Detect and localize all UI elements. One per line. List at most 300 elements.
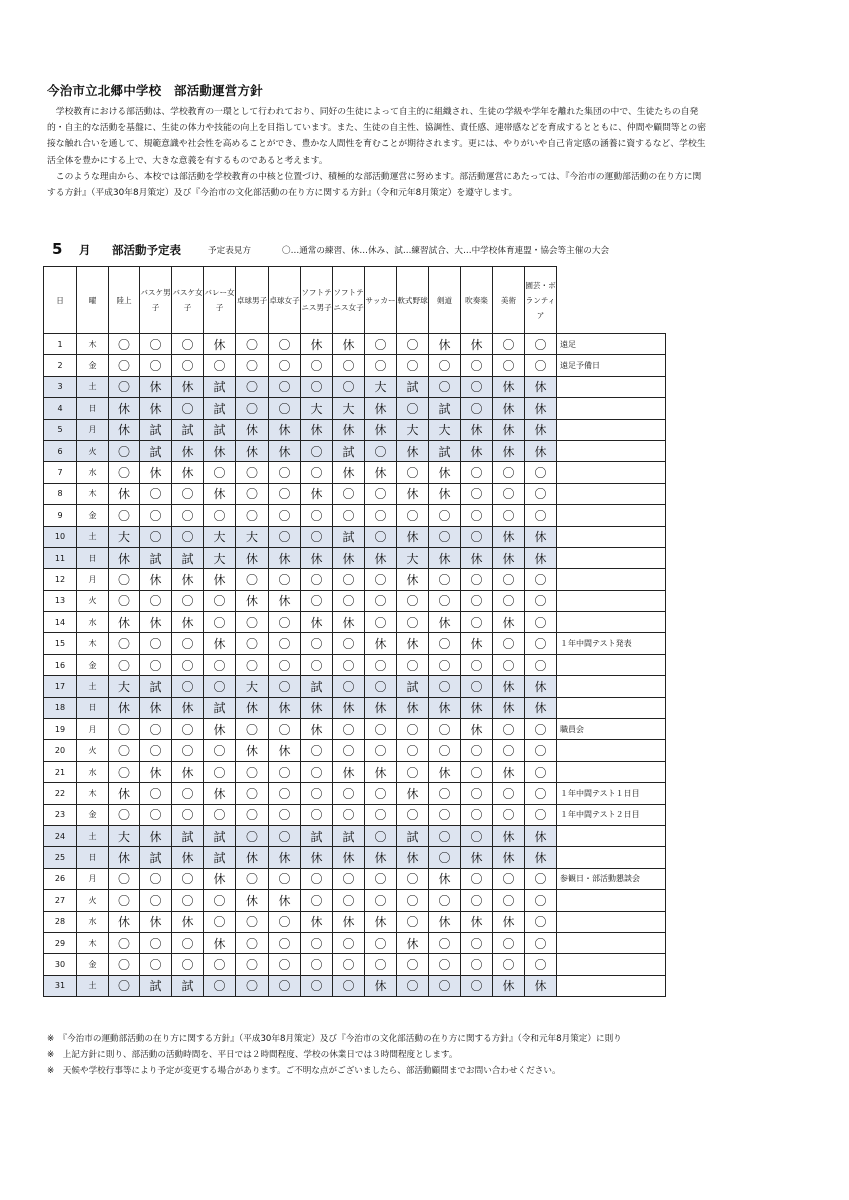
- status-cell: 〇: [204, 590, 236, 611]
- table-row: [44, 440, 666, 461]
- table-row: [44, 932, 666, 953]
- column-header: 卓球女子: [269, 267, 301, 334]
- status-cell: 休: [301, 847, 333, 868]
- status-cell: 〇: [109, 654, 140, 675]
- status-cell: 〇: [493, 633, 525, 654]
- status-cell: 大: [109, 676, 140, 697]
- status-cell: 〇: [461, 740, 493, 761]
- status-cell: 試: [140, 975, 172, 996]
- table-row: [44, 783, 666, 804]
- schedule-header: [52, 242, 752, 262]
- status-cell: 〇: [236, 376, 269, 397]
- status-cell: 試: [397, 825, 429, 846]
- status-cell: 休: [269, 890, 301, 911]
- status-cell: 〇: [269, 868, 301, 889]
- table-row: [44, 975, 666, 996]
- note-cell: [557, 761, 666, 782]
- status-cell: 〇: [397, 954, 429, 975]
- status-cell: 休: [333, 612, 365, 633]
- table-row: [44, 483, 666, 504]
- status-cell: 〇: [301, 761, 333, 782]
- status-cell: 休: [461, 719, 493, 740]
- status-cell: 〇: [301, 355, 333, 376]
- status-cell: 〇: [269, 804, 301, 825]
- table-row: [44, 697, 666, 718]
- day-cell: 3: [44, 376, 77, 397]
- day-cell: 1: [44, 334, 77, 355]
- table-row: [44, 868, 666, 889]
- status-cell: 休: [493, 975, 525, 996]
- status-cell: 休: [140, 697, 172, 718]
- status-cell: 〇: [397, 505, 429, 526]
- status-cell: 試: [172, 547, 204, 568]
- status-cell: 〇: [269, 932, 301, 953]
- status-cell: 休: [525, 825, 557, 846]
- status-cell: 〇: [429, 890, 461, 911]
- weekday-cell: 土: [77, 825, 109, 846]
- month-number: 5: [52, 240, 63, 258]
- status-cell: 休: [172, 376, 204, 397]
- status-cell: 〇: [365, 355, 397, 376]
- status-cell: 休: [461, 633, 493, 654]
- status-cell: 試: [140, 547, 172, 568]
- note-cell: [557, 932, 666, 953]
- status-cell: 〇: [365, 868, 397, 889]
- status-cell: 〇: [172, 526, 204, 547]
- status-cell: 〇: [109, 740, 140, 761]
- status-cell: 〇: [365, 569, 397, 590]
- status-cell: 休: [140, 569, 172, 590]
- status-cell: 休: [429, 547, 461, 568]
- status-cell: 〇: [429, 804, 461, 825]
- status-cell: 大: [204, 547, 236, 568]
- status-cell: 〇: [269, 376, 301, 397]
- table-row: [44, 547, 666, 568]
- status-cell: 大: [429, 419, 461, 440]
- status-cell: 休: [429, 911, 461, 932]
- status-cell: 〇: [429, 783, 461, 804]
- status-cell: 休: [525, 398, 557, 419]
- status-cell: 〇: [109, 890, 140, 911]
- status-cell: 〇: [333, 975, 365, 996]
- status-cell: 〇: [365, 676, 397, 697]
- status-cell: 〇: [461, 569, 493, 590]
- status-cell: 〇: [301, 526, 333, 547]
- weekday-cell: 木: [77, 483, 109, 504]
- weekday-cell: 水: [77, 761, 109, 782]
- day-cell: 30: [44, 954, 77, 975]
- status-cell: 〇: [204, 804, 236, 825]
- note-cell: 参観日・部活動懇談会: [557, 868, 666, 889]
- weekday-cell: 日: [77, 697, 109, 718]
- status-cell: 〇: [109, 376, 140, 397]
- status-cell: 休: [204, 483, 236, 504]
- status-cell: 〇: [269, 398, 301, 419]
- status-cell: 休: [493, 612, 525, 633]
- status-cell: 〇: [236, 398, 269, 419]
- status-cell: 〇: [333, 676, 365, 697]
- status-cell: 休: [172, 569, 204, 590]
- status-cell: 〇: [429, 376, 461, 397]
- status-cell: 〇: [109, 440, 140, 461]
- status-cell: 休: [204, 633, 236, 654]
- status-cell: 〇: [397, 462, 429, 483]
- status-cell: 〇: [236, 868, 269, 889]
- status-cell: 〇: [172, 804, 204, 825]
- status-cell: 休: [109, 847, 140, 868]
- status-cell: 〇: [365, 783, 397, 804]
- status-cell: 休: [301, 483, 333, 504]
- status-cell: 〇: [172, 590, 204, 611]
- day-cell: 25: [44, 847, 77, 868]
- status-cell: 〇: [204, 654, 236, 675]
- month-label: 月: [79, 243, 91, 257]
- note-cell: [557, 526, 666, 547]
- column-header: ソフトテニス女子: [333, 267, 365, 334]
- status-cell: 〇: [109, 633, 140, 654]
- weekday-cell: 日: [77, 398, 109, 419]
- status-cell: 休: [365, 547, 397, 568]
- status-cell: 〇: [204, 612, 236, 633]
- note-cell: １年中間テスト２日目: [557, 804, 666, 825]
- status-cell: 〇: [525, 483, 557, 504]
- status-cell: 休: [172, 462, 204, 483]
- column-header: 美術: [493, 267, 525, 334]
- status-cell: 〇: [236, 954, 269, 975]
- footnote: ※ 上記方針に則り、部活動の活動時間を、平日では２時間程度、学校の休業日では３時間程度とします。: [47, 1050, 458, 1061]
- status-cell: 〇: [525, 590, 557, 611]
- status-cell: 休: [333, 334, 365, 355]
- status-cell: 〇: [525, 932, 557, 953]
- table-row: [44, 398, 666, 419]
- note-cell: [557, 462, 666, 483]
- day-cell: 26: [44, 868, 77, 889]
- status-cell: 〇: [397, 398, 429, 419]
- status-cell: 休: [365, 633, 397, 654]
- status-cell: 〇: [525, 355, 557, 376]
- status-cell: 休: [525, 547, 557, 568]
- status-cell: 休: [333, 761, 365, 782]
- note-cell: [557, 697, 666, 718]
- day-cell: 23: [44, 804, 77, 825]
- status-cell: 休: [236, 697, 269, 718]
- intro-paragraph: 学校教育における部活動は、学校教育の一環として行われており、同好の生徒によって自主的に組織され、生徒の学級や学年を離れた集団の中で、生徒たちの自発的・自主的な活動を基盤に、生徒の体力や技能の向上を目指しています。また、生徒の自主性、協調性、責任感、連帯感などを育成するとともに、仲間や顧問等との密接な触れ合いを通して、規範意識や社会性を高めることができ、豊かな人間性を育むことが期待されます。更には、やりがいや自己肯定感の涵養に資するなど、学校生活全体を豊かにする上で、大きな意義を有するものであると考えます。: [47, 107, 707, 166]
- weekday-cell: 水: [77, 911, 109, 932]
- status-cell: 〇: [269, 975, 301, 996]
- status-cell: 〇: [172, 719, 204, 740]
- status-cell: 〇: [493, 719, 525, 740]
- status-cell: 休: [109, 911, 140, 932]
- status-cell: 〇: [236, 654, 269, 675]
- status-cell: 休: [269, 697, 301, 718]
- table-row: [44, 590, 666, 611]
- table-row: [44, 419, 666, 440]
- status-cell: 休: [269, 547, 301, 568]
- table-row: [44, 654, 666, 675]
- status-cell: 〇: [461, 462, 493, 483]
- status-cell: 〇: [269, 483, 301, 504]
- status-cell: 試: [140, 847, 172, 868]
- status-cell: 〇: [172, 676, 204, 697]
- status-cell: 休: [525, 419, 557, 440]
- status-cell: 〇: [236, 612, 269, 633]
- status-cell: 〇: [172, 954, 204, 975]
- status-cell: 休: [269, 440, 301, 461]
- status-cell: 〇: [172, 740, 204, 761]
- day-cell: 21: [44, 761, 77, 782]
- status-cell: 〇: [236, 761, 269, 782]
- status-cell: 〇: [109, 334, 140, 355]
- status-cell: 〇: [365, 954, 397, 975]
- status-cell: 休: [525, 440, 557, 461]
- status-cell: 休: [172, 697, 204, 718]
- status-cell: 〇: [333, 932, 365, 953]
- status-cell: 〇: [236, 719, 269, 740]
- status-cell: 〇: [301, 440, 333, 461]
- status-cell: 〇: [301, 590, 333, 611]
- status-cell: 〇: [204, 761, 236, 782]
- status-cell: 〇: [493, 355, 525, 376]
- status-cell: 休: [269, 419, 301, 440]
- status-cell: 〇: [109, 569, 140, 590]
- status-cell: 〇: [301, 804, 333, 825]
- table-row: [44, 505, 666, 526]
- status-cell: 〇: [109, 761, 140, 782]
- status-cell: 休: [493, 547, 525, 568]
- legend-title: 予定表見方: [208, 246, 251, 256]
- column-header: バスケ男子: [140, 267, 172, 334]
- status-cell: 休: [397, 569, 429, 590]
- status-cell: 休: [397, 633, 429, 654]
- column-header: 陸上: [109, 267, 140, 334]
- day-cell: 19: [44, 719, 77, 740]
- status-cell: 休: [109, 398, 140, 419]
- status-cell: 休: [333, 547, 365, 568]
- status-cell: 〇: [429, 590, 461, 611]
- status-cell: 〇: [269, 719, 301, 740]
- status-cell: 〇: [269, 783, 301, 804]
- status-cell: 休: [204, 440, 236, 461]
- status-cell: 試: [301, 676, 333, 697]
- status-cell: 休: [365, 697, 397, 718]
- status-cell: 〇: [429, 355, 461, 376]
- status-cell: 〇: [269, 526, 301, 547]
- status-cell: 〇: [333, 954, 365, 975]
- status-cell: 休: [365, 761, 397, 782]
- day-cell: 24: [44, 825, 77, 846]
- weekday-cell: 土: [77, 676, 109, 697]
- column-header: バレー女子: [204, 267, 236, 334]
- status-cell: 〇: [236, 911, 269, 932]
- status-cell: 〇: [493, 505, 525, 526]
- status-cell: 休: [429, 612, 461, 633]
- status-cell: 〇: [172, 398, 204, 419]
- status-cell: 〇: [493, 954, 525, 975]
- status-cell: 〇: [172, 654, 204, 675]
- weekday-cell: 木: [77, 932, 109, 953]
- status-cell: 休: [493, 697, 525, 718]
- status-cell: 〇: [429, 847, 461, 868]
- status-cell: 休: [269, 590, 301, 611]
- status-cell: 試: [204, 398, 236, 419]
- note-cell: [557, 954, 666, 975]
- status-cell: 〇: [301, 462, 333, 483]
- status-cell: 休: [204, 868, 236, 889]
- column-header: 軟式野球: [397, 267, 429, 334]
- status-cell: 〇: [269, 505, 301, 526]
- status-cell: 〇: [172, 890, 204, 911]
- status-cell: 〇: [140, 526, 172, 547]
- weekday-cell: 土: [77, 376, 109, 397]
- column-header: 曜: [77, 267, 109, 334]
- status-cell: 休: [525, 847, 557, 868]
- status-cell: 〇: [269, 612, 301, 633]
- status-cell: 〇: [204, 975, 236, 996]
- status-cell: 〇: [525, 804, 557, 825]
- status-cell: 〇: [461, 932, 493, 953]
- status-cell: 〇: [397, 890, 429, 911]
- status-cell: 試: [204, 419, 236, 440]
- status-cell: 休: [461, 547, 493, 568]
- status-cell: 休: [365, 847, 397, 868]
- note-cell: [557, 547, 666, 568]
- status-cell: 〇: [301, 654, 333, 675]
- note-cell: [557, 440, 666, 461]
- status-cell: 〇: [429, 932, 461, 953]
- weekday-cell: 金: [77, 505, 109, 526]
- status-cell: 〇: [429, 975, 461, 996]
- weekday-cell: 月: [77, 419, 109, 440]
- status-cell: 休: [204, 932, 236, 953]
- status-cell: 試: [333, 825, 365, 846]
- status-cell: 〇: [204, 676, 236, 697]
- status-cell: 〇: [236, 932, 269, 953]
- status-cell: 休: [493, 419, 525, 440]
- weekday-cell: 金: [77, 355, 109, 376]
- status-cell: 〇: [204, 355, 236, 376]
- day-cell: 10: [44, 526, 77, 547]
- status-cell: 休: [493, 526, 525, 547]
- status-cell: 試: [140, 440, 172, 461]
- status-cell: 〇: [172, 633, 204, 654]
- status-cell: 〇: [172, 334, 204, 355]
- status-cell: 休: [365, 975, 397, 996]
- status-cell: 試: [429, 398, 461, 419]
- status-cell: 試: [397, 676, 429, 697]
- status-cell: 休: [236, 847, 269, 868]
- status-cell: 〇: [172, 783, 204, 804]
- status-cell: 休: [333, 462, 365, 483]
- status-cell: 〇: [140, 633, 172, 654]
- status-cell: 休: [429, 462, 461, 483]
- status-cell: 大: [236, 526, 269, 547]
- status-cell: 試: [397, 376, 429, 397]
- status-cell: 〇: [493, 868, 525, 889]
- status-cell: 〇: [397, 355, 429, 376]
- status-cell: 大: [365, 376, 397, 397]
- status-cell: 休: [333, 419, 365, 440]
- status-cell: 〇: [525, 612, 557, 633]
- status-cell: 〇: [269, 569, 301, 590]
- note-cell: [557, 825, 666, 846]
- status-cell: 〇: [493, 654, 525, 675]
- status-cell: 休: [365, 911, 397, 932]
- day-cell: 29: [44, 932, 77, 953]
- status-cell: 〇: [365, 440, 397, 461]
- status-cell: 休: [301, 719, 333, 740]
- status-cell: 〇: [236, 483, 269, 504]
- status-cell: 休: [397, 483, 429, 504]
- weekday-cell: 月: [77, 719, 109, 740]
- status-cell: 〇: [301, 740, 333, 761]
- weekday-cell: 月: [77, 868, 109, 889]
- column-header: サッカー: [365, 267, 397, 334]
- status-cell: 〇: [525, 911, 557, 932]
- day-cell: 20: [44, 740, 77, 761]
- weekday-cell: 火: [77, 740, 109, 761]
- status-cell: 〇: [365, 612, 397, 633]
- day-cell: 9: [44, 505, 77, 526]
- day-cell: 17: [44, 676, 77, 697]
- status-cell: 〇: [140, 590, 172, 611]
- status-cell: 〇: [140, 483, 172, 504]
- status-cell: 休: [365, 419, 397, 440]
- status-cell: 〇: [269, 334, 301, 355]
- weekday-cell: 火: [77, 890, 109, 911]
- status-cell: 〇: [397, 911, 429, 932]
- note-cell: [557, 569, 666, 590]
- status-cell: 休: [140, 761, 172, 782]
- status-cell: 〇: [333, 633, 365, 654]
- note-cell: [557, 398, 666, 419]
- status-cell: 休: [140, 911, 172, 932]
- status-cell: 休: [204, 334, 236, 355]
- status-cell: 休: [493, 911, 525, 932]
- footnotes: [47, 1031, 707, 1080]
- status-cell: 〇: [429, 954, 461, 975]
- day-cell: 14: [44, 612, 77, 633]
- status-cell: 〇: [109, 590, 140, 611]
- status-cell: 休: [429, 697, 461, 718]
- status-cell: 休: [236, 890, 269, 911]
- status-cell: 〇: [301, 633, 333, 654]
- status-cell: 〇: [365, 505, 397, 526]
- status-cell: 〇: [140, 932, 172, 953]
- status-cell: 大: [204, 526, 236, 547]
- status-cell: 休: [301, 419, 333, 440]
- status-cell: 〇: [140, 868, 172, 889]
- status-cell: 〇: [461, 505, 493, 526]
- status-cell: 休: [172, 761, 204, 782]
- status-cell: 〇: [333, 590, 365, 611]
- status-cell: 〇: [204, 911, 236, 932]
- status-cell: 〇: [301, 376, 333, 397]
- note-cell: [557, 612, 666, 633]
- status-cell: 試: [204, 825, 236, 846]
- day-cell: 22: [44, 783, 77, 804]
- status-cell: 休: [236, 440, 269, 461]
- note-cell: [557, 654, 666, 675]
- status-cell: 〇: [204, 954, 236, 975]
- day-cell: 7: [44, 462, 77, 483]
- status-cell: 〇: [461, 526, 493, 547]
- status-cell: 休: [397, 440, 429, 461]
- status-cell: 〇: [493, 483, 525, 504]
- status-cell: 休: [109, 697, 140, 718]
- status-cell: 〇: [429, 633, 461, 654]
- note-cell: [557, 890, 666, 911]
- status-cell: 〇: [236, 825, 269, 846]
